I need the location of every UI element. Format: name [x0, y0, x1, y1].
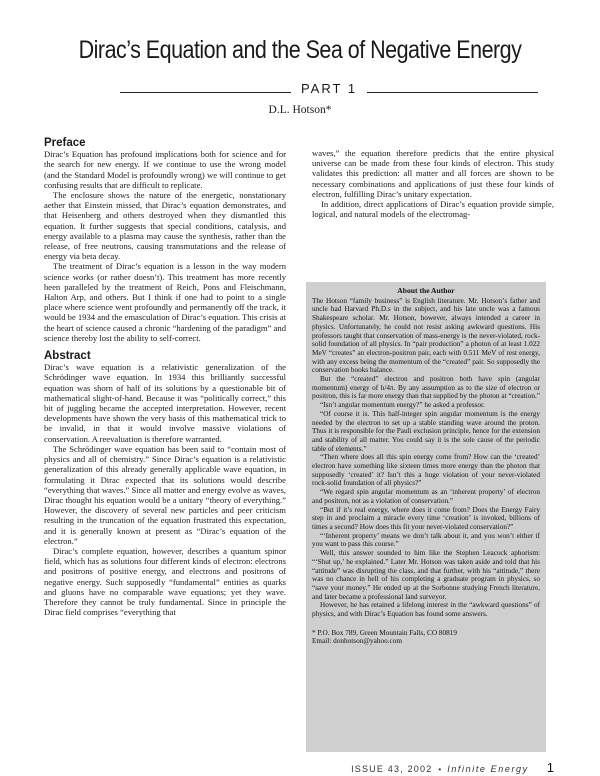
right-paragraph-2: In addition, direct applications of Dirac’s equation provide simple, logical, and natural models of the electromag- — [312, 199, 554, 220]
part-heading — [120, 78, 538, 96]
left-column — [44, 138, 286, 617]
preface-paragraph-1: Dirac’s Equation has profound implications both for science and for the search for new energy. If we continue to use the wrong model (and the Standard Model is profoundly wrong) we will continue to get confusing results that are difficult to replicate. — [44, 149, 286, 190]
page-footer — [351, 760, 554, 775]
sidebar-paragraph-3: “Isn’t angular momentum energy?” he asked a professor. — [320, 401, 485, 410]
author-contact — [312, 629, 540, 646]
sidebar-heading: About the Author — [397, 286, 455, 295]
footer-magazine: Infinite Energy — [447, 764, 529, 774]
sidebar-paragraph-2: But the “created” electron and positron both have spin (angular momentum) energy of h/4π. By any assumption as to the size of electron or positron, this is far more energy than that supplied by the photon at “creation.” — [312, 375, 540, 401]
right-paragraph-1: waves,” the equation therefore predicts that the entire physical universe can be made from these four kinds of electron. This study validates this prediction: all matter and all forces are shown to be necessary combinations and applications of just these four kinds of electron, fulfilling Dirac’s unitary expectation. — [312, 148, 554, 199]
preface-paragraph-3: The treatment of Dirac’s equation is a lesson in the way modern science works (or rather doesn’t). This treatment has more recently been paralleled by the treatment of Reich, Pons and Fleischmann, Halton Arp, and others. But I think if one had to point to a single place where science went profoundly and permanently off the track, it would be 1934 and the emasculation of Dirac’s equation. This crisis at the heart of science caused a chronic “hardening of the paradigm” and science thereby lost the ability to self-correct. — [44, 261, 286, 343]
author-address: * P.O. Box 789, Green Mountain Falls, CO 80819 — [312, 628, 457, 637]
sidebar-paragraph-10: However, he has retained a lifelong interest in the “awkward questions” of physics, and with Dirac’s Equation has found some answers. — [312, 601, 540, 619]
page-number: 1 — [546, 760, 554, 775]
part-rule-right — [367, 92, 538, 93]
preface-paragraph-2: The enclosure shows the nature of the energetic, nonstationary aether that Einstein missed, that Dirac’s equation demonstrates, and that Heisenberg and others destroyed when they dismantled this equation. It further suggests that special conditions, catalysis, and energy available to a plasma may cause the synthesis, rather than the release, of free neutrons, causing transmutations and the release of energy via beta decay. — [44, 190, 286, 262]
author-email: Email: donhotson@yahoo.com — [312, 637, 403, 646]
about-the-author-box — [306, 282, 546, 752]
sidebar-paragraph-7: “But if it’s real energy, where does it come from? Does the Energy Fairy step in and proclaim a miracle every time ‘creation’ is invoked, billions of times a second? How does this fit your never-violated conservation?” — [312, 505, 540, 531]
footer-issue: ISSUE 43, 2002 — [351, 764, 433, 774]
article-title: Dirac’s Equation and the Sea of Negative Energy — [78, 36, 522, 64]
sidebar-paragraph-4: “Of course it is. This half-integer spin angular momentum is the energy needed by the electron to set up a stable standing wave around the proton. Thus it is responsible for the Pauli exclusion principle, hence for the extension and stability of all matter. You could say it is the sole cause of the periodic table of elements.” — [312, 409, 540, 453]
sidebar-paragraph-1: The Hotson “family business” is English literature. Mr. Hotson’s father and uncle had Harvard Ph.D.s in the subject, and his late uncle was a famous Shakespeare scholar. Mr. Hotson, however, always intended a career in physics. Unfortunately, he could not resist asking awkward questions. His professors taught that conservation of mass-energy is the never-violated, rock-solid foundation of all physics. In “pair production” a photon of at least 1.022 MeV “creates” an electron-positron pair, each with 0.511 MeV of rest energy, with any excess being the momentum of the “created” pair. So supposedly the conservation books balance. — [312, 296, 540, 375]
part-rule-left — [120, 92, 291, 93]
right-column — [312, 148, 554, 219]
sidebar-paragraph-6: “We regard spin angular momentum as an ‘inherent property’ of electron and positron, not as a violation of conservation.” — [312, 488, 540, 505]
abstract-heading: Abstract — [44, 350, 91, 363]
abstract-paragraph-1: Dirac’s wave equation is a relativistic generalization of the Schrödinger wave equation. In 1934 this brilliantly successful equation was shorn of half of its solutions by a questionable bit of mathematical slight-of-hand. Because it was “politically correct,” this bit of juggling became the accepted interpretation. However, recent developments have shown the very basis of this mathematical trick to be invalid, in that it would involve massive violations of conservation. A reevaluation is therefore warranted. — [44, 362, 286, 444]
author-byline: D.L. Hotson* — [268, 104, 332, 116]
abstract-paragraph-3: Dirac’s complete equation, however, describes a quantum spinor field, which has as solutions four different kinds of electron: electrons and positrons of positive energy, and electrons and positrons of negative energy. Such supposedly “fundamental” entities as quarks and gluons have no comparable wave equations; yet they wave. Therefore they cannot be truly fundamental. Since in principle the Dirac field comprises “everything that — [44, 545, 286, 618]
sidebar-paragraph-8: “‘Inherent property’ means we don’t talk about it, and you won’t either if you want to pass this course.” — [312, 531, 540, 549]
preface-heading: Preface — [44, 137, 86, 149]
part-label: PART 1 — [300, 81, 358, 96]
abstract-paragraph-2: The Schrödinger wave equation has been said to “contain most of physics and all of chemistry.” Since Dirac’s equation is a relativistic generalization of this already generally applicable wave equation, in formulating it Dirac expected that its solutions would describe “everything that waves.” Since all matter and energy evolve as waves, Dirac thought his equation would be a unitary “theory of everything.” However, the discovery of several new particles and peer criticism resulting in the truncation of the equation frustrated this expectation, and it is generally known at present as “Dirac’s equation of the electron.” — [44, 443, 286, 546]
sidebar-paragraph-5: “Then where does all this spin energy come from? How can the ‘created’ electron have something like sixteen times more energy than the photon that supposedly ‘created’ it? Isn’t this a huge violation of your never-violated rock-solid foundation of all physics?” — [312, 453, 540, 488]
footer-bullet: • — [438, 765, 442, 774]
sidebar-paragraph-9: Well, this answer sounded to him like the Stephen Leacock aphorism: “‘Shut up,’ he explained.” Later Mr. Hotson was taken aside and told that his “attitude” was disrupting the class, and that further, with his “attitude,” there was no chance in hell of his completing a graduate program in physics, so “save your money.” He ended up at the Sorbonne studying French literature, and later became a professional land surveyor. — [312, 549, 540, 601]
